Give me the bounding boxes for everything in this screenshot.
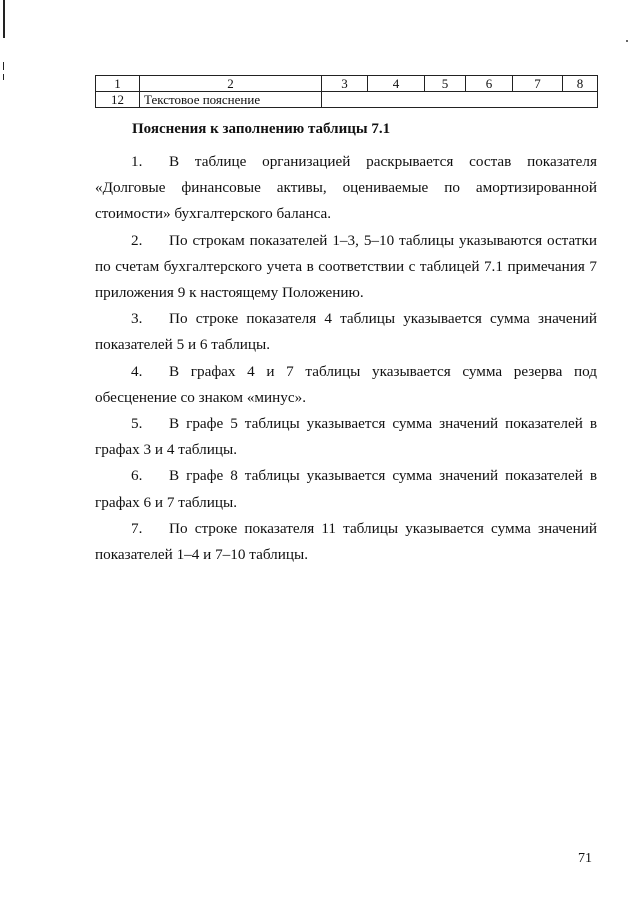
column-number-cell: 2 <box>140 76 322 92</box>
list-item <box>95 149 597 228</box>
list-item <box>95 228 597 307</box>
continuation-table <box>95 75 598 108</box>
row-description-cell: Текстовое пояснение <box>140 92 322 108</box>
column-number-cell: 8 <box>563 76 598 92</box>
item-text: В таблице организацией раскрывается состав показателя «Долговые финансовые активы, оцениваемые по амортизированной стоимости» бухгалтерского баланса. <box>95 153 597 223</box>
column-number-cell: 3 <box>322 76 368 92</box>
row-empty-cell <box>322 92 598 108</box>
table-header-row <box>96 76 598 92</box>
item-number: 7. <box>131 519 143 537</box>
scan-edge-mark <box>3 62 4 70</box>
row-number-cell: 12 <box>96 92 140 108</box>
list-item <box>95 516 597 568</box>
column-number-cell: 6 <box>466 76 513 92</box>
page-number: 71 <box>578 851 592 866</box>
item-text: По строкам показателей 1–3, 5–10 таблицы указываются остатки по счетам бухгалтерского учета в соответствии с таблицей 7.1 примечания 7 приложения 9 к настоящему Положению. <box>95 231 597 302</box>
list-item <box>95 359 597 411</box>
list-item <box>95 463 597 515</box>
item-number: 2. <box>131 231 143 249</box>
table-row <box>96 92 598 108</box>
item-number: 4. <box>131 362 143 380</box>
item-text: По строке показателя 11 таблицы указывается сумма значений показателей 1–4 и 7–10 таблицы. <box>95 519 597 564</box>
item-text: В графе 8 таблицы указывается сумма значений показателей в графах 6 и 7 таблицы. <box>95 467 597 511</box>
item-text: В графах 4 и 7 таблицы указывается сумма резерва под обесценение со знаком «минус». <box>95 362 597 406</box>
column-number-cell: 5 <box>425 76 466 92</box>
section-heading: Пояснения к заполнению таблицы 7.1 <box>132 121 391 137</box>
item-text: В графе 5 таблицы указывается сумма значений показателей в графах 3 и 4 таблицы. <box>95 415 597 459</box>
item-number: 3. <box>131 310 143 328</box>
item-number: 1. <box>131 153 143 170</box>
list-item <box>95 306 597 358</box>
item-text: По строке показателя 4 таблицы указывается сумма значений показателей 5 и 6 таблицы. <box>95 310 597 354</box>
list-item <box>95 411 597 463</box>
column-number-cell: 1 <box>96 76 140 92</box>
scan-edge-mark <box>3 74 4 80</box>
scan-edge-mark <box>3 0 5 38</box>
item-number: 6. <box>131 467 143 485</box>
column-number-cell: 7 <box>513 76 563 92</box>
explanations-body <box>95 149 597 568</box>
item-number: 5. <box>131 415 143 433</box>
column-number-cell: 4 <box>368 76 425 92</box>
scan-dot-mark <box>626 40 628 42</box>
